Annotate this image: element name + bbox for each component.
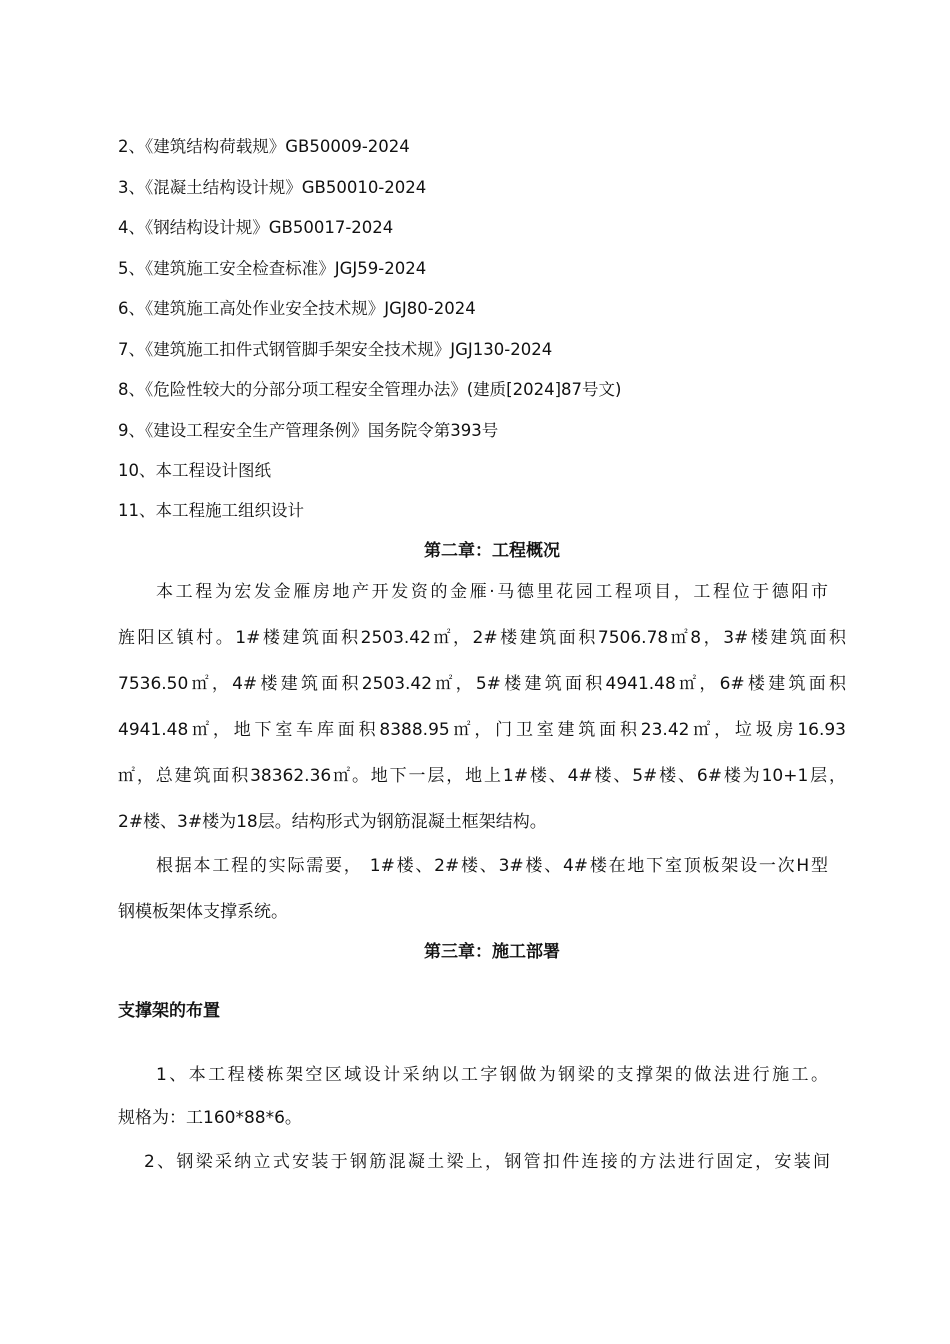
reference-item: 10、本工程设计图纸: [118, 461, 271, 480]
chapter-2-paragraph-1-line: 旌阳区镇村。1#楼建筑面积2503.42㎡，2#楼建筑面积7506.78㎡8，3#楼建筑面积: [118, 628, 846, 648]
reference-item: 4、《钢结构设计规》GB50017-2024: [118, 218, 394, 237]
reference-item: 7、《建筑施工扣件式钢管脚手架安全技术规》JGJ130-2024: [118, 340, 553, 359]
reference-item: 3、《混凝土结构设计规》GB50010-2024: [118, 178, 427, 197]
reference-item: 9、《建设工程安全生产管理条例》国务院令第393号: [118, 421, 499, 440]
reference-item: 8、《危险性较大的分部分项工程安全管理办法》(建质[2024]87号文): [118, 380, 622, 399]
chapter-3-paragraph-2-line: 2、钢梁采纳立式安装于钢筋混凝土梁上，钢管扣件连接的方法进行固定，安装间: [144, 1152, 830, 1172]
reference-item: 6、《建筑施工高处作业安全技术规》JGJ80-2024: [118, 299, 476, 318]
chapter-2-paragraph-2-line: 根据本工程的实际需要， 1#楼、2#楼、3#楼、4#楼在地下室顶板架设一次H型: [156, 856, 828, 876]
chapter-2-title: 第二章：工程概况: [424, 541, 560, 561]
chapter-2-paragraph-1-line: 4941.48㎡，地下室车库面积8388.95㎡，门卫室建筑面积23.42㎡，垃圾房16.93: [118, 720, 846, 740]
chapter-2-paragraph-2-line: 钢模板架体支撑系统。: [118, 902, 288, 922]
chapter-2-paragraph-1-line: 2#楼、3#楼为18层。结构形式为钢筋混凝土框架结构。: [118, 812, 547, 832]
reference-item: 2、《建筑结构荷载规》GB50009-2024: [118, 137, 410, 156]
chapter-2-paragraph-1-line: 7536.50㎡，4#楼建筑面积2503.42㎡，5#楼建筑面积4941.48㎡，6#楼建筑面积: [118, 674, 846, 694]
chapter-3-paragraph-1-line: 规格为：工160*88*6。: [118, 1108, 302, 1128]
chapter-2-paragraph-1-line: ㎡，总建筑面积38362.36㎡。地下一层，地上1#楼、4#楼、5#楼、6#楼为10+1层，: [118, 766, 846, 786]
reference-item: 5、《建筑施工安全检查标准》JGJ59-2024: [118, 259, 427, 278]
section-subtitle: 支撑架的布置: [118, 1001, 220, 1021]
reference-item: 11、本工程施工组织设计: [118, 501, 304, 520]
chapter-2-paragraph-1-line: 本工程为宏发金雁房地产开发资的金雁·马德里花园工程项目，工程位于德阳市: [156, 582, 828, 602]
chapter-3-title: 第三章：施工部署: [424, 942, 560, 962]
chapter-3-paragraph-1-line: 1、本工程楼栋架空区域设计采纳以工字钢做为钢梁的支撑架的做法进行施工。: [156, 1065, 828, 1085]
